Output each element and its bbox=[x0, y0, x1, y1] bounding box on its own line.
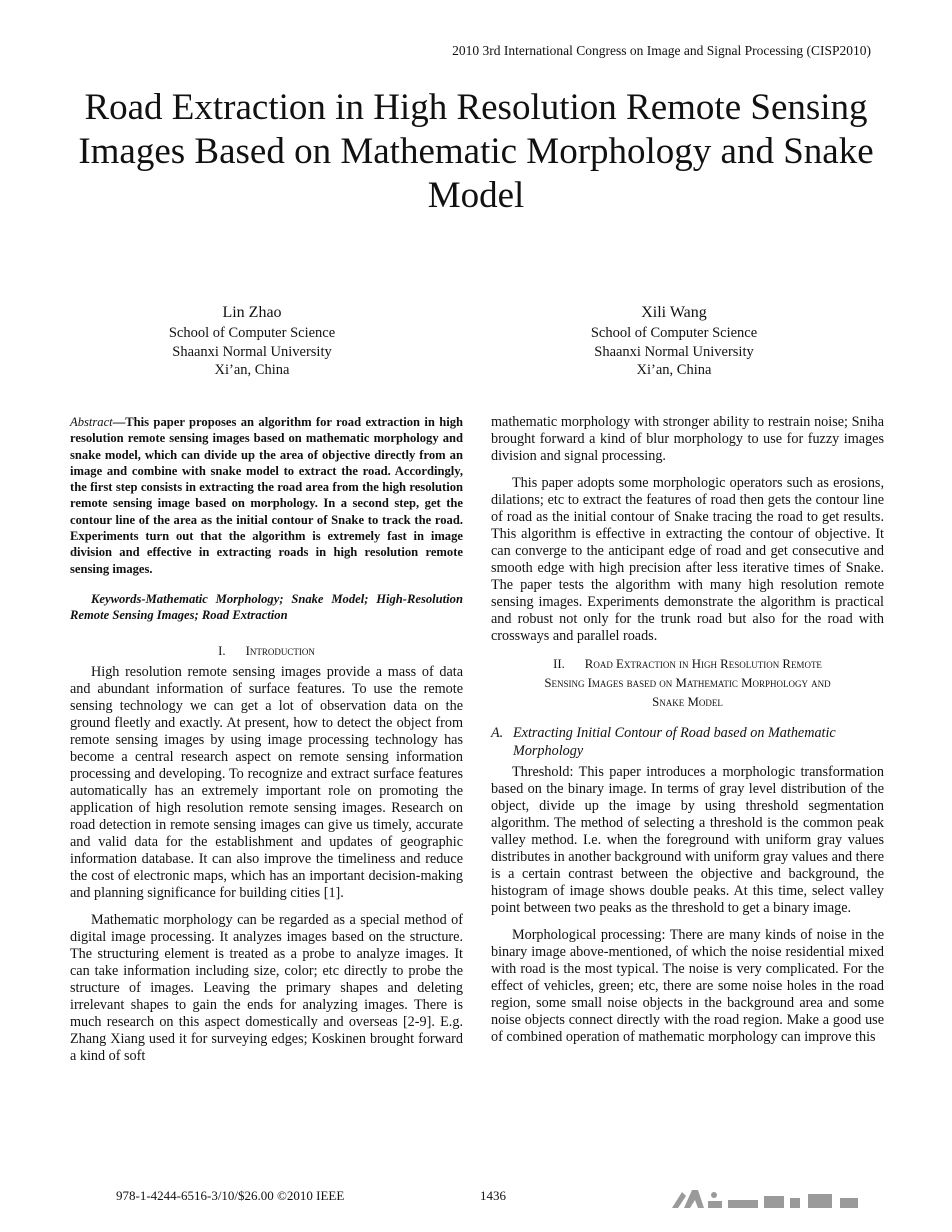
abstract-dash: — bbox=[112, 415, 126, 429]
section-heading-introduction bbox=[70, 642, 463, 660]
conference-header: 2010 3rd International Congress on Image and Signal Processing (CISP2010) bbox=[452, 43, 871, 58]
author-university: Shaanxi Normal University bbox=[172, 343, 332, 360]
author-dept: School of Computer Science bbox=[168, 325, 336, 341]
right-column bbox=[491, 414, 884, 1056]
subsection-title: Extracting Initial Contour of Road based on Mathematic Morphology bbox=[513, 725, 836, 759]
intro-paragraph-1: High resolution remote sensing images provide a mass of data and abundant information of surface features. To use the remote sensing technology we can get a lot of observation data on the ground fleetly and exactly. At present, how to detect the object from remote sensing images by using image processing technology has become a central research aspect on remote sensing information processing and developing. To recognize and extract surface features automatically has an extremely important role on promoting the application of high resolution remote sensing images. Research on road detection in remote sensing images can give us timely, accurate and valid data for the establishment and updates of geographic information database. It can also improve the timeliness and reduce the cost of electronic maps, which has an important decision-making and planning significance for building cities [1]. bbox=[70, 663, 463, 901]
section-number: I. bbox=[218, 643, 226, 658]
paper-title: Road Extraction in High Resolution Remote Sensing Images Based on Mathematic Morphology and Snake Model bbox=[78, 87, 874, 216]
abstract bbox=[70, 414, 463, 577]
left-column bbox=[70, 414, 463, 1075]
section-title-line-2: Sensing Images based on Mathematic Morphology and bbox=[544, 676, 831, 690]
abstract-lead: Abstract bbox=[70, 415, 113, 429]
author-university: Shaanxi Normal University bbox=[594, 343, 754, 360]
abstract-text: This paper proposes an algorithm for road extraction in high resolution remote sensing images based on mathematic morphology and snake model, which can divide up the area of objective directly from an image and combine with snake model to extract the road. Accordingly, the first step consists in extracting the road area from the high resolution remote sensing image based on morphology. In a second step, get the contour line of the area as the initial contour of Snake to track the road. Experiments turn out that the algorithm is extremely fast in image division and effective in extracting roads in high resolution remote sensing images. bbox=[70, 415, 463, 576]
section-title: Introduction bbox=[245, 643, 315, 658]
section-title-line-1: Road Extraction in High Resolution Remote bbox=[584, 657, 822, 671]
keywords: Keywords-Mathematic Morphology; Snake Model; High-Resolution Remote Sensing Images; Road Extraction bbox=[70, 591, 463, 623]
section-number: II. bbox=[553, 657, 565, 671]
morphological-paragraph: Morphological processing: There are many kinds of noise in the binary image above-mentioned, of which the noise residential mixed with road is the most typical. The noise is very complicated. For the effect of vehicles, green; etc, there are some noise holes in the road region, some small noise objects in the background area and some noise objects connect directly with the road region. Make a good use of combined operation of mathematic morphology can improve this bbox=[491, 927, 884, 1045]
intro-paragraph-3: This paper adopts some morphologic operators such as erosions, dilations; etc to extract the features of road then gets the contour line of road as the initial contour of Snake tracing the road to get results. This algorithm is effective in extracting the contour of objective. It can converge to the anticipant edge of road and get consecutive and smooth edge with high precision after less iterative times of Snake. The paper tests the algorithm with many high resolution remote sensing images. Experiments demonstrate the algorithm is practical and robust not only for the trunk road but also for the road with crossways and parallel roads. bbox=[491, 475, 884, 644]
page-number: 1436 bbox=[480, 1188, 506, 1203]
subsection-heading bbox=[491, 724, 884, 760]
footer-isbn: 978-1-4244-6516-3/10/$26.00 ©2010 IEEE bbox=[116, 1188, 345, 1203]
intro-paragraph-2-continued: mathematic morphology with stronger ability to restrain noise; Sniha brought forward a kind of blur morphology to use for fuzzy images division and signal processing. bbox=[491, 414, 884, 464]
author-location: Xi’an, China bbox=[636, 362, 712, 378]
threshold-paragraph: Threshold: This paper introduces a morphologic transformation based on the binary image. In terms of gray level distribution of the object, divide up the image by using threshold segmentation algorithm. The method of selecting a threshold is the common peak valley method. I.e. when the foreground with uniform gray values distributes in another background with uniform gray values and there is a certain contrast between the objective and background, the histogram of image shows double peaks. At this time, select valley point between two peaks as the threshold to get a binary image. bbox=[491, 764, 884, 916]
author-block-2 bbox=[524, 302, 824, 380]
author-location: Xi’an, China bbox=[214, 362, 290, 378]
author-dept: School of Computer Science bbox=[590, 325, 758, 341]
author-block-1 bbox=[102, 302, 402, 380]
subsection-number: A. bbox=[491, 725, 504, 741]
intro-paragraph-2: Mathematic morphology can be regarded as a special method of digital image processing. It analyzes images based on the structure. The structuring element is treated as a probe to analyze images. It can take information including size, color; etc directly to probe the structure of images. Leaving the primary shapes and deleting irrelevant shapes to gain the ends for analyzing images. There is much research on this aspect domestically and overseas [2-9]. E.g. Zhang Xiang used it for surveying edges; Koskinen brought forward a kind of soft bbox=[70, 911, 463, 1064]
section-title-line-3: Snake Model bbox=[652, 695, 723, 709]
section-heading-road-extraction bbox=[491, 655, 884, 712]
ieee-watermark-logo bbox=[668, 1186, 868, 1212]
section-heading-line-1 bbox=[491, 655, 884, 674]
author-name: Lin Zhao bbox=[222, 304, 282, 321]
author-name: Xili Wang bbox=[641, 304, 707, 321]
